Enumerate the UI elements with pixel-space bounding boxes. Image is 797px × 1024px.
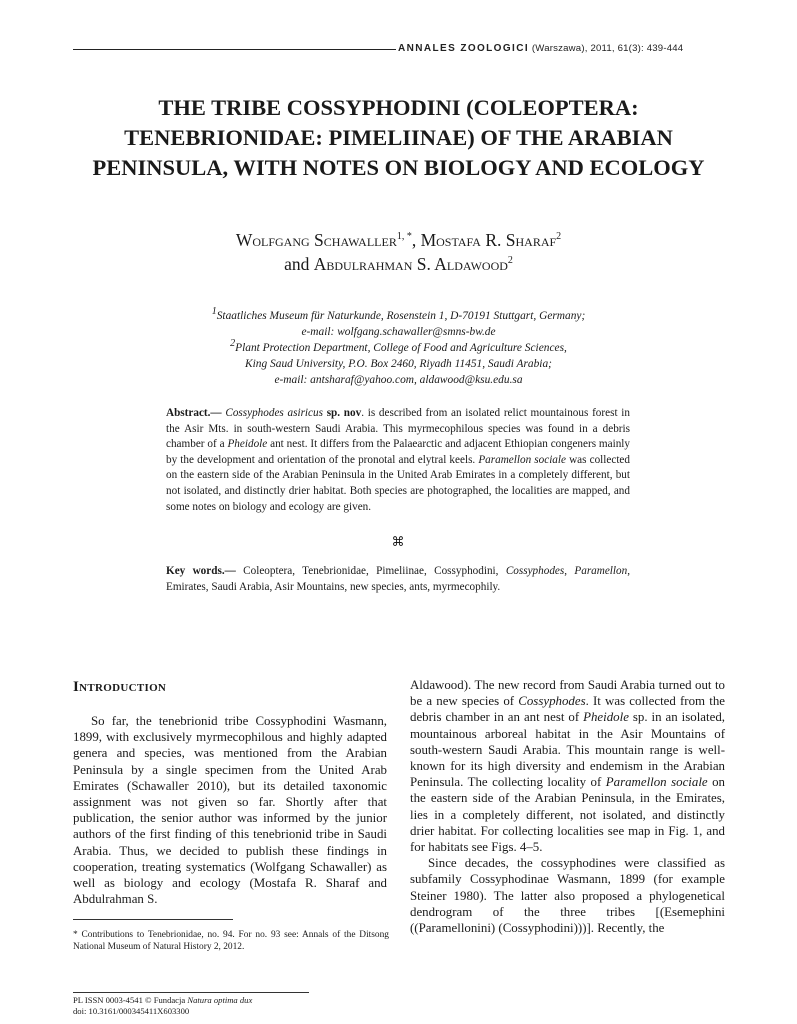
abstract: [166, 406, 630, 515]
body-text: . It was collected from the debris chamber in an ant nest of: [410, 694, 725, 725]
author-name: Mostafa R. Sharaf: [420, 230, 557, 250]
body-column-left: [73, 713, 387, 907]
abstract-text: . is described from an isolated relict mountainous forest in the Asir Mts. in south-western Saudi Arabia. This myrmecophilous species was found in a debris chamber of a: [166, 407, 630, 451]
publisher-motto: Natura optima dux: [187, 995, 253, 1005]
author-separator: ,: [411, 230, 417, 250]
footnote-rule: [73, 919, 233, 920]
body-text: sp. in an isolated, mountainous arboreal habitat in the Asir Mountains of south-western Saudi Arabia. This mountain range is well-known for its high diversity and endemism in the Arabian Peninsula. The collecting locality of: [410, 710, 725, 790]
sp-nov: sp. nov: [326, 407, 362, 419]
genus-name: Pheidole: [583, 710, 629, 725]
title-line: PENINSULA, WITH NOTES ON BIOLOGY AND ECOLOGY: [92, 155, 705, 180]
affiliations: [100, 308, 697, 388]
footnote: * Contributions to Tenebrionidae, no. 94. For no. 93 see: Annals of the Ditsong National Museum of Natural History 2, 2012.: [73, 930, 389, 952]
keywords: [166, 564, 630, 595]
header-rule: [73, 49, 396, 50]
journal-header: [398, 43, 728, 54]
affiliation-line: Staatliches Museum für Naturkunde, Rosenstein 1, D-70191 Stuttgart, Germany;: [216, 310, 586, 322]
keywords-separator: ,: [564, 565, 575, 577]
body-paragraph: [410, 677, 725, 855]
title-line: TENEBRIONIDAE: PIMELIINAE) OF THE ARABIAN: [124, 125, 673, 150]
affiliation-line: King Saud University, P.O. Box 2460, Riyadh 11451, Saudi Arabia;: [245, 358, 552, 370]
section-heading: Introduction: [73, 679, 167, 695]
abstract-text: was collected on the eastern side of the Arabian Peninsula in the United Arab Emirates in a completely different, but not isolated, and distinctly drier habitat. Both species are photographed, the localities are mapped, and some notes on biology and ecology are given.: [166, 453, 630, 513]
body-column-right: [410, 677, 725, 936]
author-affiliation-mark: 2: [556, 231, 562, 243]
affiliation-email: e-mail: wolfgang.schawaller@smns-bw.de: [301, 326, 496, 338]
keywords-label: Key words.—: [166, 565, 236, 577]
journal-name: ANNALES ZOOLOGICI: [398, 43, 530, 54]
keywords-text: Coleoptera, Tenebrionidae, Pimeliinae, Cossyphodini,: [235, 565, 506, 577]
affiliation-email: e-mail: antsharaf@yahoo.com, aldawood@ksu.edu.sa: [274, 374, 523, 386]
author-affiliation-mark: 1, *: [396, 231, 412, 243]
genus-name: Cossyphodes: [518, 694, 586, 709]
affiliation-mark: 2: [230, 338, 236, 350]
author-name: Abdulrahman S. Aldawood: [313, 254, 508, 274]
genus-name: Cossyphodes: [505, 565, 565, 577]
author-list: [100, 228, 697, 276]
body-text: on the eastern side of the Arabian Peninsula, in the Emirates, lies in a completely different, not isolated, and distinctly drier habitat. For collecting localities see map in Fig. 1, and for habitats see Figs. 4–5.: [410, 775, 725, 855]
affiliation-line: Plant Protection Department, College of Food and Agriculture Sciences,: [235, 342, 567, 354]
issn-text: PL ISSN 0003-4541 © Fundacja: [73, 995, 188, 1005]
body-text: Aldawood). The new record from Saudi Arabia turned out to be a new species of: [410, 678, 725, 709]
author-conjunction: and: [284, 254, 310, 274]
keywords-text: , Emirates, Saudi Arabia, Asir Mountains, new species, ants, myrmecophily.: [166, 565, 631, 593]
genus-name: Paramellon: [574, 565, 628, 577]
doi-text: doi: 10.3161/000345411X603300: [73, 1006, 190, 1016]
issn-rule: [73, 992, 309, 993]
section-divider-icon: ⌘: [391, 534, 405, 549]
author-affiliation-mark: 2: [507, 255, 513, 267]
abstract-label: Abstract.—: [166, 407, 222, 419]
journal-details: (Warszawa), 2011, 61(3): 439-444: [531, 43, 684, 54]
paper-title: [40, 93, 757, 183]
body-paragraph: Since decades, the cossyphodines were classified as subfamily Cossyphodinae Wasmann, 1899 (for example Steiner 1980). The latter also proposed a phylogenetical dendrogram of the three tribes [(Esemephini ((Paramellonini) (Cossyphodini)))]. Recently, the: [410, 856, 725, 936]
species-name: Paramellon sociale: [478, 453, 566, 466]
issn-info: [73, 995, 389, 1017]
species-name: Cossyphodes asiricus: [225, 407, 323, 419]
affiliation-mark: 1: [211, 306, 217, 318]
author-name: Wolfgang Schawaller: [235, 230, 397, 250]
title-line: THE TRIBE COSSYPHODINI (COLEOPTERA:: [158, 95, 639, 120]
body-paragraph: So far, the tenebrionid tribe Cossyphodini Wasmann, 1899, with exclusively myrmecophilous and highly adapted genera and species, was mentioned from the Arabian Peninsula by a single specimen from the United Arab Emirates (Schawaller 2010), but its detailed taxonomic assignment was not given so far. Shortly after that publication, the senior author was informed by the junior authors of the first finding of this tenebrionid tribe in Saudi Arabia. Thus, we decided to publish these findings in cooperation, treating systematics (Wolfgang Schawaller) as well as biology and ecology (Mostafa R. Sharaf and Abdulrahman S.: [73, 714, 387, 907]
species-name: Paramellon sociale: [605, 775, 708, 790]
abstract-text: ant nest. It differs from the Palaearctic and adjacent Ethiopian congeners mainly by the development and orientation of the pronotal and elytral keels.: [166, 438, 631, 466]
genus-name: Pheidole: [227, 438, 268, 451]
